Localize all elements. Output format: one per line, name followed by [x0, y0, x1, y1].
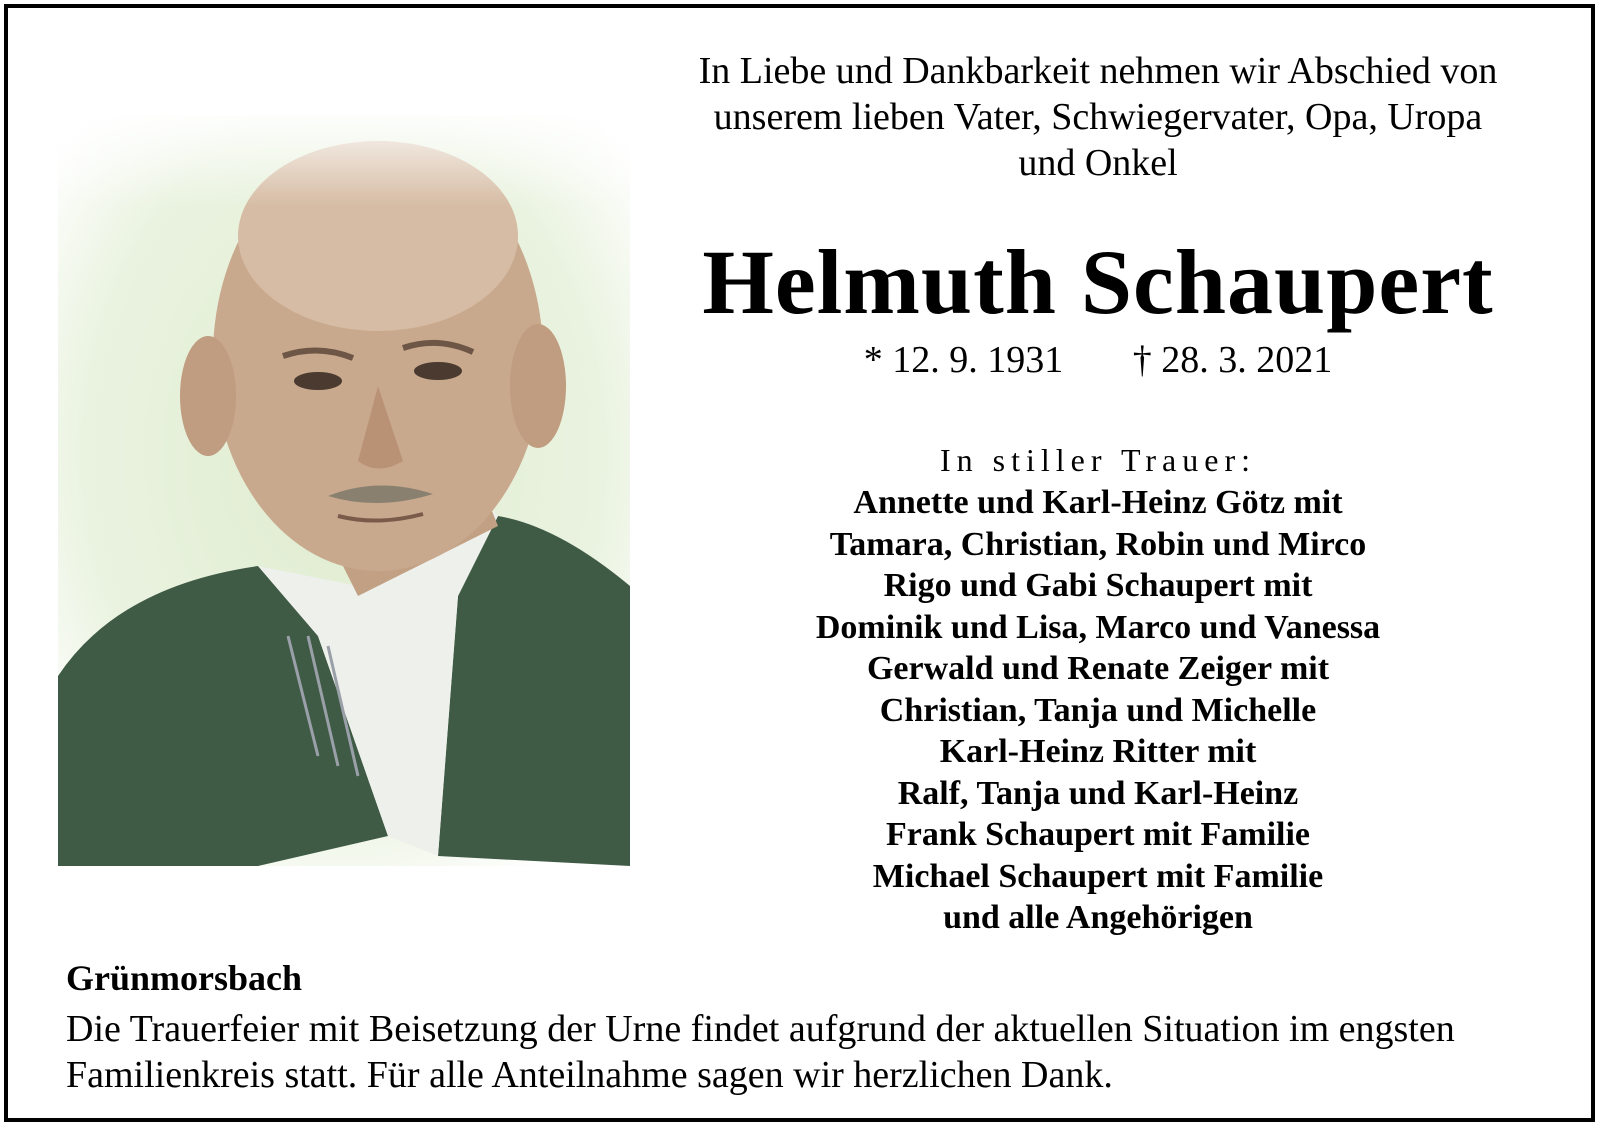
- place-name: Grünmorsbach: [66, 958, 303, 998]
- mourner-line: Karl-Heinz Ritter mit: [939, 733, 1257, 770]
- obituary-frame: [4, 4, 1595, 1122]
- intro-line-3: und Onkel: [1018, 142, 1178, 184]
- life-dates: [628, 338, 1568, 382]
- deceased-name: Helmuth Schaupert: [702, 231, 1494, 333]
- funeral-notice: [66, 1006, 1566, 1098]
- death-date: † 28. 3. 2021: [1132, 339, 1333, 381]
- notice-line-2: Familienkreis statt. Für alle Anteilnahme sagen wir herzlichen Dank.: [66, 1054, 1113, 1096]
- mourner-line: Tamara, Christian, Robin und Mirco: [829, 525, 1367, 563]
- mourning-heading: In stiller Trauer:: [940, 442, 1256, 478]
- mourner-line: Christian, Tanja und Michelle: [879, 691, 1317, 729]
- mourner-line: und alle Angehörigen: [943, 899, 1253, 936]
- intro-text: [628, 48, 1568, 186]
- mourner-line: Frank Schaupert mit Familie: [885, 816, 1311, 853]
- birth-date: * 12. 9. 1931: [863, 339, 1064, 381]
- portrait-photo: [58, 116, 630, 866]
- mourner-line: Rigo und Gabi Schaupert mit: [883, 567, 1313, 604]
- notice-line-1: Die Trauerfeier mit Beisetzung der Urne findet aufgrund der aktuellen Situation im engsten: [66, 1008, 1455, 1050]
- mourner-line: Ralf, Tanja und Karl-Heinz: [897, 774, 1299, 812]
- mourner-line: Dominik und Lisa, Marco und Vanessa: [815, 608, 1381, 646]
- intro-line-2: unserem lieben Vater, Schwiegervater, Opa, Uropa: [713, 96, 1483, 138]
- intro-line-1: In Liebe und Dankbarkeit nehmen wir Abschied von: [698, 50, 1498, 92]
- mourner-line: Gerwald und Renate Zeiger mit: [866, 650, 1330, 687]
- mourners-list: [628, 482, 1568, 939]
- mourner-line: Annette und Karl-Heinz Götz mit: [853, 484, 1343, 521]
- mourner-line: Michael Schaupert mit Familie: [872, 857, 1324, 895]
